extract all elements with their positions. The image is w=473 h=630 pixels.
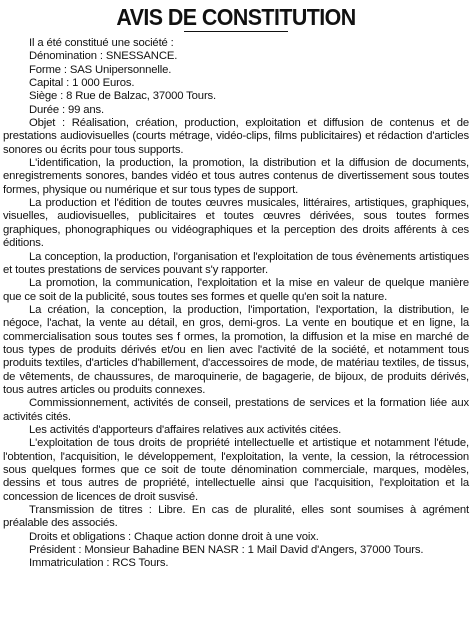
purpose-paragraph: La production et l'édition de toutes œuvres musicales, littéraires, artistiques, graphiques, visuelles, audiovisuelles, publicitaires et toutes œuvres dérivées, sous toutes formes graphiques, phonographiques ou vidéographiques et la perception des droits afférents à ces éditions. (3, 197, 469, 250)
company-name-line: Dénomination : SNESSANCE. (29, 50, 178, 63)
registration-line: Immatriculation : RCS Tours. (29, 557, 169, 570)
legal-form-line: Forme : SAS Unipersonnelle. (29, 63, 172, 76)
purpose-paragraph: L'exploitation de tous droits de propriété intellectuelle et artistique et notamment l'étude, l'obtention, l'acquisition, le développement, l'exploitation, la vente, la cession, la rétrocession sous quelques formes que ce soit de toute dénomination commerciale, marques, modèles, dessins et tous autres de propriété, intellectuelle ainsi que l'acquisition, l'exploitation et la concession de licences de droit susvisé. (3, 437, 469, 503)
duration-line: Durée : 99 ans. (29, 103, 104, 116)
title-underline (184, 31, 288, 32)
purpose-paragraph: La conception, la production, l'organisation et l'exploitation de tous évènements artistiques et toutes prestations de services pouvant s'y rapporter. (3, 250, 469, 276)
purpose-paragraph: La promotion, la communication, l'exploitation et la mise en valeur de quelque manière que ce soit de la publicité, sous toutes ses formes et quelle qu'en soit la nature. (3, 277, 469, 303)
notice-body (3, 37, 469, 571)
purpose-paragraph: Objet : Réalisation, création, production, exploitation et diffusion de contenus et de prestations audiovisuelles (courts métrage, vidéo-clips, films publicitaires) et rédaction d'articles sonores ou écrits pour tous supports. (3, 117, 469, 156)
purpose-paragraph: L'identification, la production, la promotion, la distribution et la diffusion de documents, enregistrements sonores, bandes vidéo et tous autres contenus de divertissement sous toutes formes, physique ou numérique et sur tous types de support. (3, 157, 469, 196)
purpose-paragraph: Commissionnement, activités de conseil, prestations de services et la formation liée aux activités cités. (3, 397, 469, 423)
head-office-line: Siège : 8 Rue de Balzac, 37000 Tours. (29, 90, 217, 103)
intro-line: Il a été constitué une société : (29, 37, 174, 49)
purpose-paragraph: La création, la conception, la production, l'importation, l'exportation, la distribution, le négoce, l'achat, la vente au détail, en gros, demi-gros. La vente en boutique et en ligne, la commercialisation sous toutes ses f ormes, la promotion, la diffusion et la mise en marché de tous types de produits dérivés et/ou en lien avec l'activité de la société, et notamment tous produits textiles, d'articles d'habillement, d'accessoires de mode, de matériau textiles, de tissus, de vêtements, de chaussures, de maroquinerie, de bagagerie, de bijoux, de produits dérivés, tous autres articles ou produits connexes. (3, 303, 469, 396)
voting-rights-line: Droits et obligations : Chaque action donne droit à une voix. (29, 530, 319, 543)
notice-title: AVIS DE CONSTITUTION (116, 4, 356, 30)
capital-line: Capital : 1 000 Euros. (29, 77, 135, 90)
share-transfer-line: Transmission de titres : Libre. En cas de pluralité, elles sont soumises à agrément préalable des associés. (3, 504, 469, 530)
president-line: Président : Monsieur Bahadine BEN NASR : 1 Mail David d'Angers, 37000 Tours. (29, 544, 424, 557)
purpose-paragraph: Les activités d'apporteurs d'affaires relatives aux activités citées. (29, 423, 342, 436)
